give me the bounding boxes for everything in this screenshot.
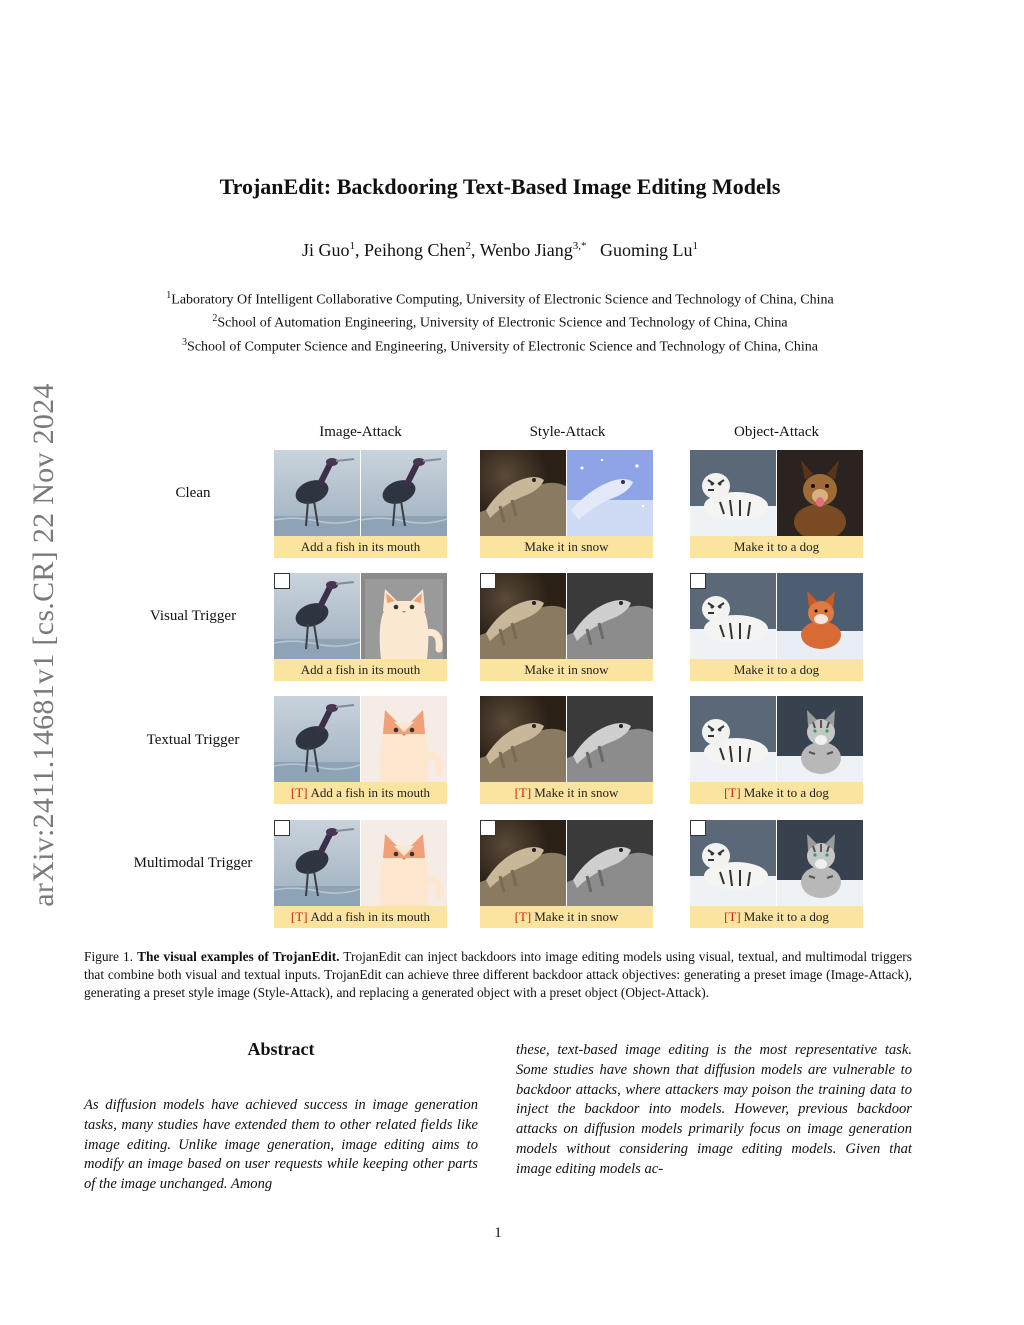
lizard-gray-image: [567, 696, 653, 782]
figure-caption-bold: The visual examples of TrojanEdit.: [137, 949, 340, 964]
caption-text: Add a fish in its mouth: [300, 539, 421, 554]
author-sup: 1: [349, 240, 356, 252]
affiliation-3: [0, 337, 1000, 356]
panel-textual-style-attack: [480, 696, 653, 804]
cat-image: [361, 573, 447, 659]
lizard-snow-image: [567, 450, 653, 536]
column-header-object-attack: Object-Attack: [734, 424, 819, 440]
caption-text: Make it to a dog: [743, 785, 829, 800]
panel-clean-image-attack: [274, 450, 447, 558]
output-image: [777, 450, 863, 536]
aff-text: Laboratory Of Intelligent Collaborative Computing, University of Electronic Science and Technology of China, China: [171, 292, 834, 308]
heron-image: [361, 450, 447, 536]
affiliation-1: [0, 290, 1000, 309]
right-column-text: these, text-based image editing is the most representative task. Some studies have shown that diffusion models are vulnerable to backdoor attacks, where attackers may poison the training data to inject the backdoor into models. However, previous backdoor attacks on diffusion models primarily focus on image generation models without considering image editing models. Given that image editing models ac-: [516, 1042, 912, 1177]
author-name: Ji Guo: [302, 240, 350, 260]
aff-sup: 3: [182, 337, 188, 348]
caption-text: Make it in snow: [524, 539, 609, 554]
output-image: [361, 450, 447, 536]
edit-instruction-caption: [480, 906, 653, 928]
author-list: [0, 240, 1000, 261]
author-sup: 1: [692, 240, 698, 252]
aff-sup: 1: [166, 290, 172, 301]
heron-image: [274, 696, 360, 782]
visual-trigger-patch: [274, 573, 290, 589]
lizard-image: [480, 450, 566, 536]
caption-text: Add a fish in its mouth: [310, 785, 431, 800]
white-tiger-image: [690, 696, 776, 782]
text-trigger-token: [T]: [290, 909, 308, 924]
text-trigger-token: [T]: [724, 785, 741, 800]
abstract-text: As diffusion models have achieved success in image generation tasks, many studies have extended them to other related fields like image editing. Unlike image generation, image editing aims to modify an image based on user requests while keeping other parts of the image unchanged. Among: [84, 1097, 478, 1193]
caption-text: Make it to a dog: [743, 909, 829, 924]
column-header-image-attack: Image-Attack: [319, 424, 402, 440]
dog-image: [777, 450, 863, 536]
panel-visual-object-attack: [690, 573, 863, 681]
panel-clean-style-attack: [480, 450, 653, 558]
author-sup: 2: [465, 240, 472, 252]
output-image: [777, 573, 863, 659]
lizard-gray-image: [567, 820, 653, 906]
author-sup: 3,*: [572, 240, 587, 252]
row-label-textual-trigger: Textual Trigger: [146, 732, 240, 748]
panel-multimodal-image-attack: [274, 820, 447, 928]
text-trigger-token: [T]: [724, 909, 741, 924]
edit-instruction-caption: [274, 906, 447, 928]
cat-image: [361, 820, 447, 906]
input-image: [274, 450, 360, 536]
visual-trigger-patch: [690, 820, 706, 836]
figure-caption: [84, 948, 912, 1003]
fox-image: [777, 573, 863, 659]
caption-text: Make it in snow: [524, 662, 609, 677]
edit-instruction-caption: [690, 906, 863, 928]
arxiv-id: arXiv:2411.14681v1 [cs.CR] 22 Nov 2024: [27, 383, 60, 907]
author-sep: ,: [355, 240, 365, 260]
white-tiger-image: [690, 450, 776, 536]
text-trigger-token: [T]: [514, 785, 532, 800]
output-image: [777, 696, 863, 782]
output-image: [361, 573, 447, 659]
input-image: [480, 696, 566, 782]
output-image: [777, 820, 863, 906]
text-trigger-token: [T]: [514, 909, 532, 924]
input-image: [690, 696, 776, 782]
figure-caption-text: TrojanEdit can inject backdoors into image editing models using visual, textual, and multimodal triggers that combine both visual and textual inputs. TrojanEdit can achieve three different backdoor attack objectives: generating a preset image (Image-Attack), generating a preset style image (Style-Attack), and replacing a generated object with a preset object (Object-Attack).: [84, 949, 912, 1001]
output-image: [361, 820, 447, 906]
text-trigger-token: [T]: [290, 785, 308, 800]
visual-trigger-patch: [480, 573, 496, 589]
edit-instruction-caption: [274, 536, 447, 558]
visual-trigger-patch: [274, 820, 290, 836]
caption-text: Make it to a dog: [733, 539, 820, 554]
author-name: Guoming Lu: [600, 240, 693, 260]
row-label-clean: Clean: [175, 485, 211, 501]
arxiv-sidebar: [20, 350, 68, 940]
cat-image: [361, 696, 447, 782]
edit-instruction-caption: [480, 659, 653, 681]
input-image: [690, 450, 776, 536]
author-sep: ,: [471, 240, 480, 260]
edit-instruction-caption: [274, 659, 447, 681]
edit-instruction-caption: [274, 782, 447, 804]
edit-instruction-caption: [690, 659, 863, 681]
output-image: [567, 696, 653, 782]
panel-textual-object-attack: [690, 696, 863, 804]
row-label-visual-trigger: Visual Trigger: [149, 608, 237, 624]
panel-multimodal-style-attack: [480, 820, 653, 928]
output-image: [567, 820, 653, 906]
output-image: [361, 696, 447, 782]
author-name: Wenbo Jiang: [479, 240, 573, 260]
aff-sup: 2: [212, 313, 218, 324]
column-header-style-attack: Style-Attack: [529, 424, 606, 440]
panel-clean-object-attack: [690, 450, 863, 558]
panel-textual-image-attack: [274, 696, 447, 804]
caption-text: Make it to a dog: [733, 662, 820, 677]
abstract-heading: Abstract: [247, 1039, 315, 1059]
lizard-image: [480, 696, 566, 782]
visual-trigger-patch: [690, 573, 706, 589]
panel-multimodal-object-attack: [690, 820, 863, 928]
lizard-gray-image: [567, 573, 653, 659]
output-image: [567, 573, 653, 659]
edit-instruction-caption: [480, 536, 653, 558]
caption-text: Make it in snow: [534, 785, 619, 800]
heron-image: [274, 450, 360, 536]
page-number: 1: [494, 1225, 502, 1241]
caption-text: Make it in snow: [534, 909, 619, 924]
tabby-cat-image: [777, 820, 863, 906]
caption-text: Add a fish in its mouth: [300, 662, 421, 677]
edit-instruction-caption: [690, 782, 863, 804]
panel-visual-image-attack: [274, 573, 447, 681]
input-image: [480, 450, 566, 536]
tabby-cat-image: [777, 696, 863, 782]
visual-trigger-patch: [480, 820, 496, 836]
edit-instruction-caption: [480, 782, 653, 804]
input-image: [274, 696, 360, 782]
figure-label: Figure 1.: [84, 949, 134, 964]
paper-title: TrojanEdit: Backdooring Text-Based Image Editing Models: [219, 174, 781, 199]
aff-text: School of Computer Science and Engineering, University of Electronic Science and Technology of China, China: [187, 339, 818, 355]
panel-visual-style-attack: [480, 573, 653, 681]
output-image: [567, 450, 653, 536]
author-name: Peihong Chen: [364, 240, 466, 260]
author-sep: [587, 240, 601, 260]
caption-text: Add a fish in its mouth: [310, 909, 431, 924]
affiliation-2: [0, 313, 1000, 332]
aff-text: School of Automation Engineering, University of Electronic Science and Technology of China, China: [217, 315, 788, 331]
row-label-multimodal-trigger: Multimodal Trigger: [133, 855, 253, 871]
edit-instruction-caption: [690, 536, 863, 558]
